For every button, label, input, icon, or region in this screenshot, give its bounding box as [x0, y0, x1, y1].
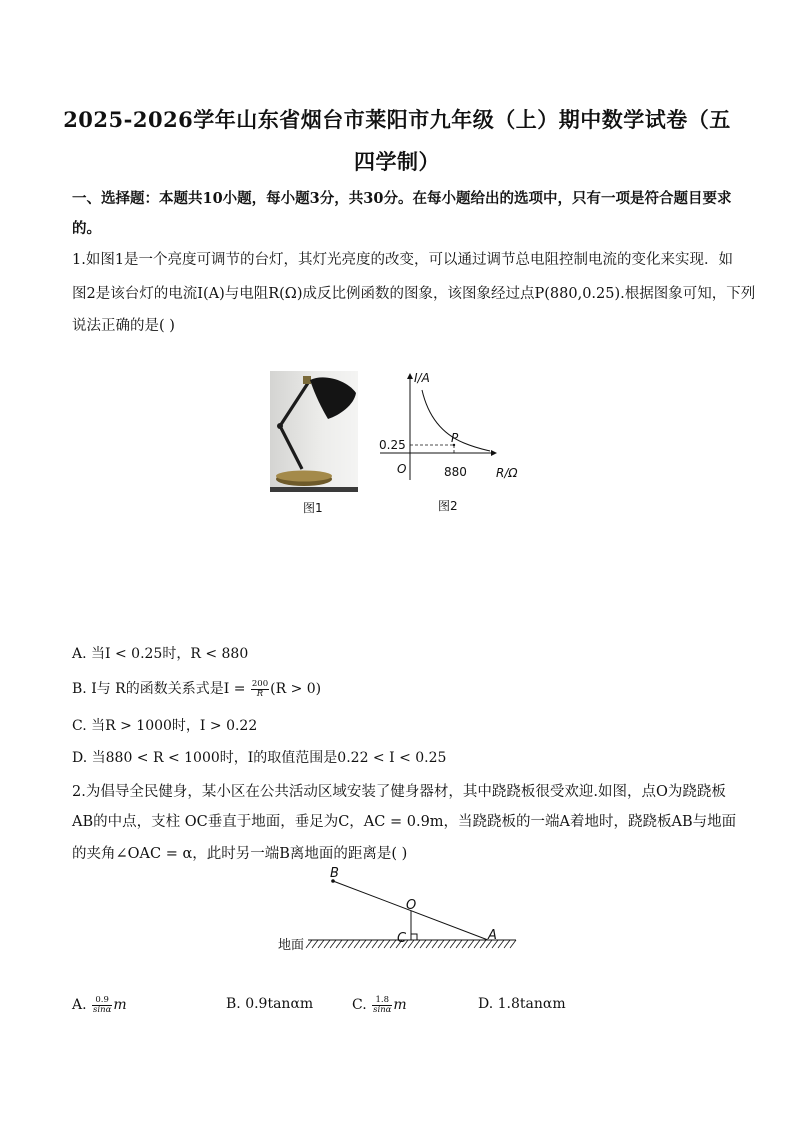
q1-option-b-prefix: B. I与 R的函数关系式是I = — [72, 681, 250, 697]
q1-stem-line2: 图2是该台灯的电流I(A)与电阻R(Ω)成反比例函数的图象，该图象经过点P(880,0.25).根据图象可知，下列 — [72, 286, 756, 302]
q1-stem-line1: 1.如图1是一个亮度可调节的台灯，其灯光亮度的改变，可以通过调节总电阻控制电流的变化来实现．如 — [72, 252, 734, 268]
q1-option-d: D. 当880 < R < 1000时，I的取值范围是0.22 < I < 0.25 — [72, 750, 447, 766]
graph-x-tick-label: 880 — [444, 465, 467, 479]
graph-origin-label: O — [397, 462, 407, 476]
q2-option-a-fraction — [92, 996, 112, 1014]
desk-lamp-photo — [270, 371, 358, 492]
q2-option-a-numerator: 0.9 — [92, 996, 112, 1006]
ground-hatching — [306, 940, 516, 948]
graph-y-axis-label: I/A — [414, 371, 430, 385]
graph-point-p-label: P — [451, 431, 459, 445]
q2-option-a-denominator: sinα — [93, 1004, 112, 1015]
q1-option-b — [72, 678, 732, 698]
q1-stem-line3: 说法正确的是( ) — [72, 318, 175, 334]
q2-stem-line2: AB的中点，支柱 OC垂直于地面，垂足为C，AC = 0.9m，当跷跷板的一端A着地时，跷跷板AB与地面 — [72, 814, 737, 830]
seesaw-label-o: O — [406, 898, 417, 913]
seesaw-label-b: B — [330, 866, 339, 881]
q2-option-a-unit: m — [113, 997, 127, 1013]
exam-title-line1: 2025-2026学年山东省烟台市莱阳市九年级（上）期中数学试卷（五 — [63, 107, 731, 132]
q2-stem-line1: 2.为倡导全民健身，某小区在公共活动区域安装了健身器材，其中跷跷板很受欢迎.如图，点O为跷跷板 — [72, 784, 726, 800]
section-heading-line2: 的。 — [72, 220, 101, 237]
q2-option-c-fraction — [372, 996, 392, 1014]
q1-option-b-fraction — [251, 680, 269, 698]
seesaw-label-c: C — [397, 931, 407, 946]
q2-option-c-unit: m — [393, 997, 407, 1013]
q1-option-a: A. 当I < 0.25时，R < 880 — [72, 646, 249, 662]
q2-option-b: B. 0.9tanαm — [226, 996, 314, 1012]
graph-y-tick-label: 0.25 — [379, 438, 406, 452]
section-heading-line1: 一、选择题：本题共10小题，每小题3分，共30分。在每小题给出的选项中，只有一项是符合题目要求 — [72, 190, 732, 207]
figure1-caption: 图1 — [303, 501, 323, 515]
q2-option-c-prefix: C. — [352, 997, 367, 1013]
figure2-caption: 图2 — [438, 499, 458, 513]
q1-option-b-numerator: 200 — [251, 679, 269, 689]
q2-option-a-prefix: A. — [72, 997, 87, 1013]
q1-option-b-denominator: R — [256, 688, 264, 699]
q2-option-c-numerator: 1.8 — [372, 996, 392, 1006]
graph-x-axis-label: R/Ω — [496, 466, 518, 480]
q2-stem-line3: 的夹角∠OAC = α，此时另一端B离地面的距离是( ) — [72, 846, 408, 862]
q2-option-c — [352, 996, 407, 1014]
ground-label: 地面 — [278, 938, 305, 953]
right-angle-mark — [411, 934, 417, 940]
q1-option-b-suffix: (R > 0) — [270, 681, 322, 697]
seesaw-diagram — [270, 862, 530, 962]
q1-option-c: C. 当R > 1000时，I > 0.22 — [72, 718, 258, 734]
seesaw-label-a: A — [488, 928, 497, 943]
q2-option-a — [72, 996, 127, 1014]
q2-option-d: D. 1.8tanαm — [478, 996, 566, 1012]
exam-title-line2: 四学制） — [354, 149, 440, 174]
q2-option-c-denominator: sinα — [373, 1004, 392, 1015]
